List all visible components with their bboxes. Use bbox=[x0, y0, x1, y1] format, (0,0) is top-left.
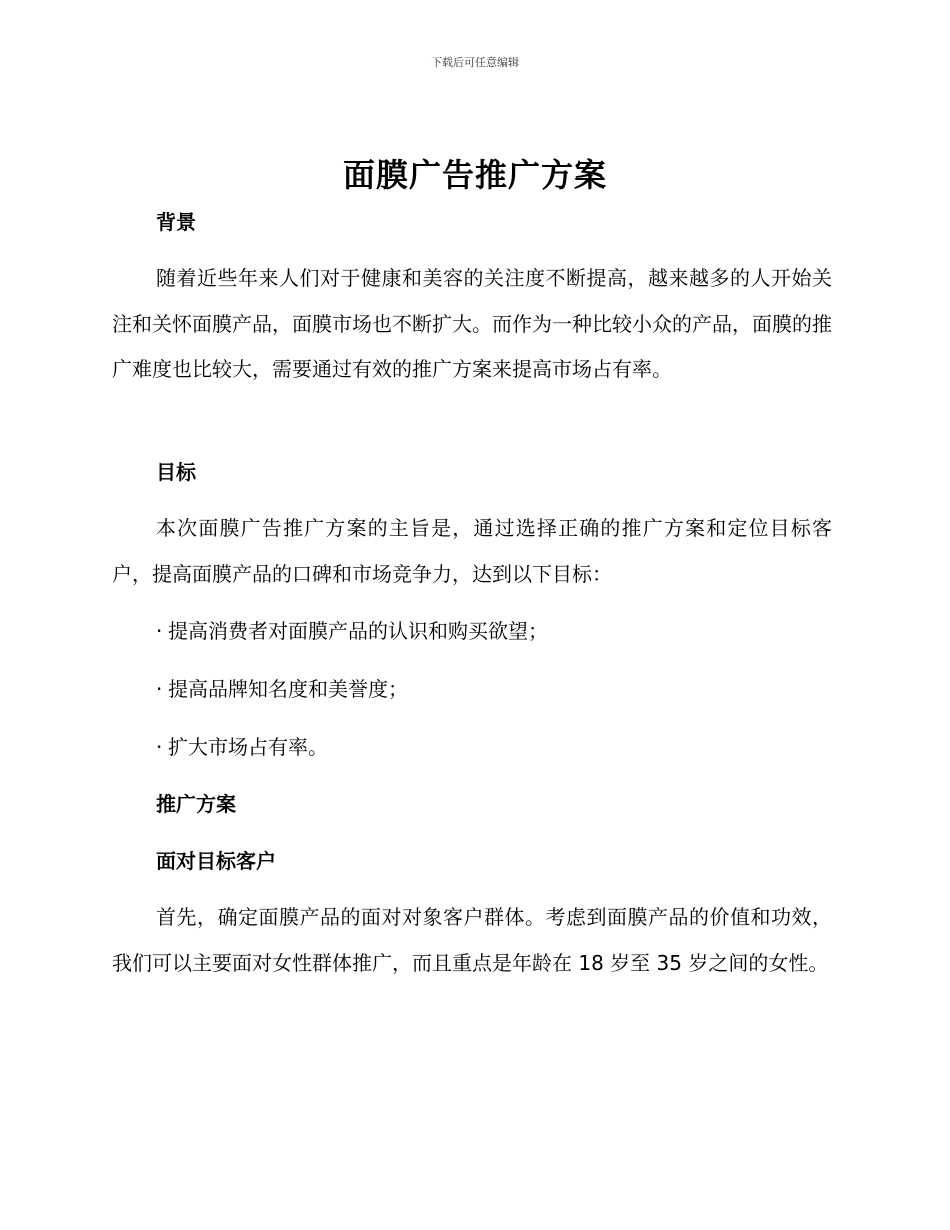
goal-bullet-text: 提高消费者对面膜产品的认识和购买欲望； bbox=[168, 619, 548, 643]
bullet-dot: · bbox=[156, 735, 163, 759]
subsection-heading-target-customers: 面对目标客户 bbox=[156, 849, 276, 873]
background-paragraph: 随着近些年来人们对于健康和美容的关注度不断提高，越来越多的人开始关注和关怀面膜产品，面膜市场也不断扩大。而作为一种比较小众的产品，面膜的推广难度也比较大，需要通过有效的推广方案来提高市场占有率。 bbox=[112, 266, 832, 381]
goal-bullet-item bbox=[156, 733, 328, 761]
goal-bullet-item bbox=[156, 675, 408, 703]
plan-paragraph: 首先，确定面膜产品的面对对象客户群体。考虑到面膜产品的价值和功效，我们可以主要面对女性群体推广，而且重点是年龄在 18 岁至 35 岁之间的女性。 bbox=[112, 905, 832, 975]
page-header-note: 下载后可任意编辑 bbox=[431, 56, 519, 69]
bullet-dot: · bbox=[156, 677, 163, 701]
bullet-dot: · bbox=[156, 619, 163, 643]
goals-paragraph: 本次面膜广告推广方案的主旨是，通过选择正确的推广方案和定位目标客户，提高面膜产品的口碑和市场竞争力，达到以下目标： bbox=[112, 516, 832, 586]
document-title: 面膜广告推广方案 bbox=[342, 156, 607, 194]
section-heading-plan: 推广方案 bbox=[156, 792, 236, 816]
goal-bullet-text: 提高品牌知名度和美誉度； bbox=[168, 677, 408, 701]
goal-bullet-item bbox=[156, 617, 548, 645]
section-heading-background: 背景 bbox=[156, 210, 196, 234]
goal-bullet-text: 扩大市场占有率。 bbox=[168, 735, 328, 759]
section-heading-goals: 目标 bbox=[156, 460, 196, 484]
